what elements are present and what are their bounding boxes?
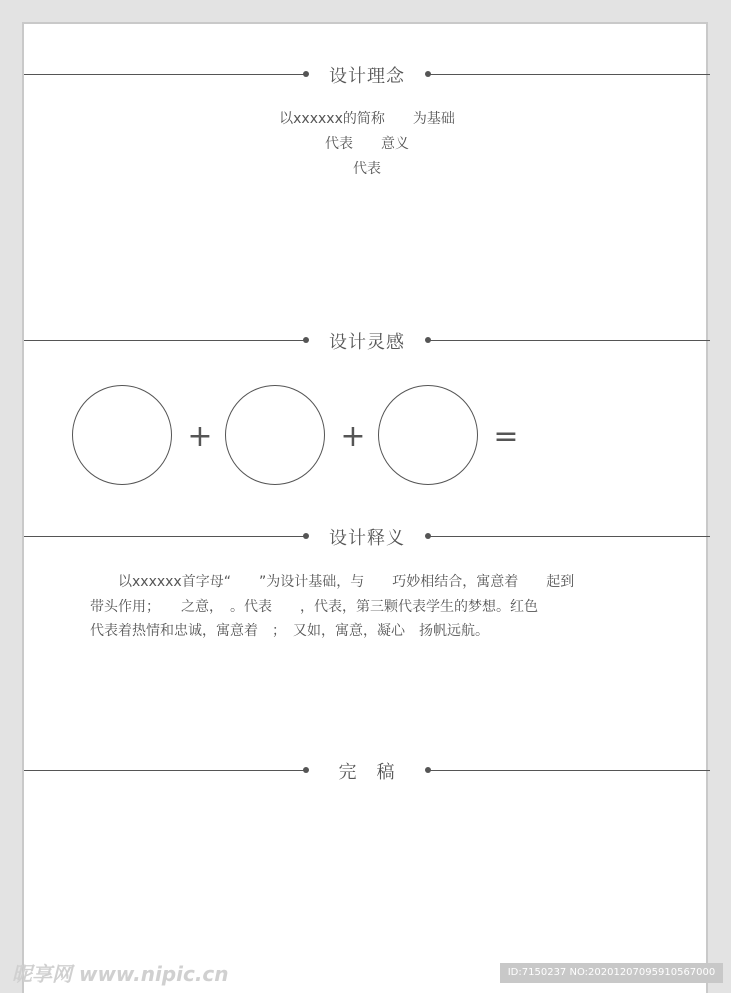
divider-dot [303,767,309,773]
concept-line: 代表 意义 [325,136,409,152]
section-title: 设计理念 [329,66,405,87]
section-meaning-header [24,522,710,552]
divider-line [24,74,306,75]
plus-sign: + [187,419,213,454]
placeholder-circle [72,385,172,485]
section-title: 完 稿 [338,762,396,783]
section-inspiration-header [24,326,710,356]
concept-line: 代表 [353,161,381,177]
divider-line [24,770,306,771]
divider-dot [303,71,309,77]
placeholder-circle [225,385,325,485]
equals-sign: = [493,419,519,454]
divider-line [428,340,710,341]
divider-line [428,770,710,771]
plus-sign: + [340,419,366,454]
meaning-paragraph [90,570,650,644]
paragraph-line: 代表着热情和忠诚，寓意着 ； 又如，寓意，凝心 扬帆远航。 [90,623,489,639]
placeholder-circle [378,385,478,485]
document-sheet [22,22,708,993]
watermark-id: ID:7150237 NO:20201207095910567000 [500,963,723,983]
divider-dot [303,533,309,539]
section-title: 设计释义 [329,528,405,549]
paragraph-line: 以xxxxxx首字母“ ”为设计基础，与 巧妙相结合，寓意着 起到 [90,574,575,590]
divider-dot [303,337,309,343]
paragraph-line: 带头作用； 之意， 。代表 ，代表，第三颗代表学生的梦想。红色 [90,598,538,615]
watermark-logo: 昵享网 www.nipic.cn [12,962,229,986]
concept-line: 以xxxxxx的简称 为基础 [279,111,455,127]
divider-line [24,340,306,341]
divider-line [428,536,710,537]
section-final-header [24,756,710,786]
divider-line [428,74,710,75]
section-title: 设计灵感 [329,332,405,353]
section-concept-header [24,60,710,90]
divider-line [24,536,306,537]
